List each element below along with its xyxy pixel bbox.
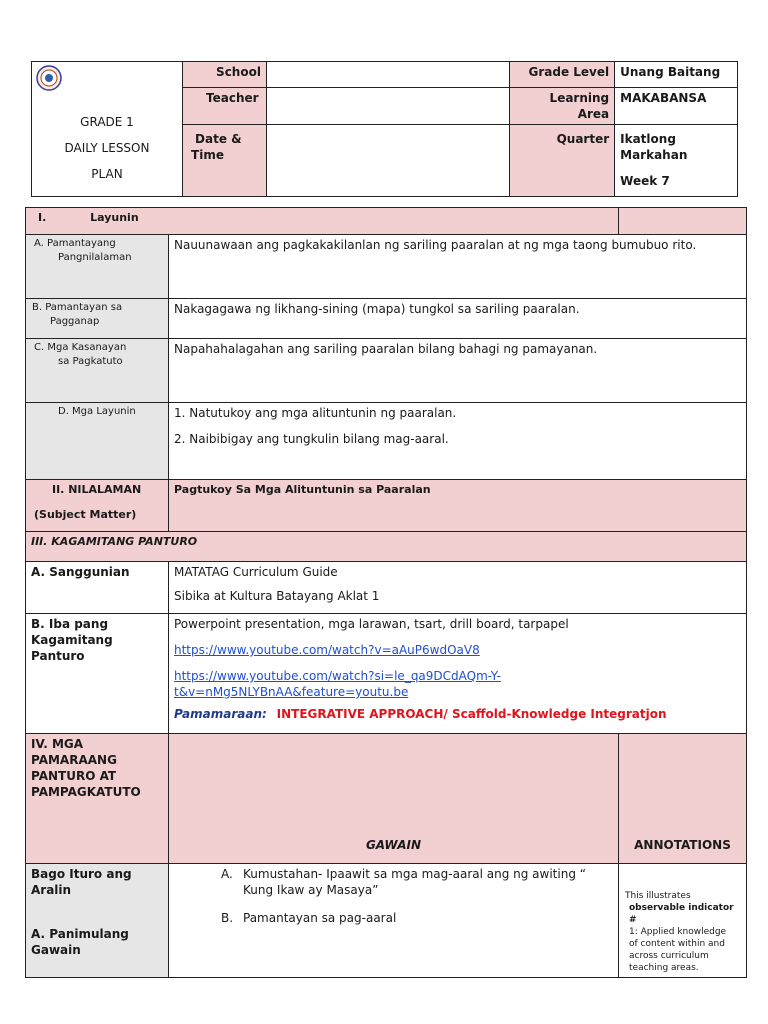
sanggunian-line-2: Sibika at Kultura Batayang Aklat 1 (174, 589, 380, 603)
iba-pang-text (169, 614, 747, 734)
youtube-link-2-part-a: https://www.youtube.com/watch?si=le_qa9DCdAQm-Y- (174, 669, 501, 683)
learning-area-label: Learning Area (510, 88, 615, 125)
school-label: School (183, 62, 267, 88)
nil-label-1: II. NILALAMAN (52, 483, 142, 496)
bi-label-2: Aralin (31, 883, 72, 897)
bi-label-3: A. Panimulang (31, 927, 129, 941)
learning-area-value: MAKABANSA (615, 88, 738, 125)
gawain-item-a (221, 866, 613, 898)
week-value: Week 7 (620, 174, 670, 188)
pamamaraan-label: Pamamaraan: (174, 707, 267, 721)
gawain-header: GAWAIN (169, 734, 619, 864)
ks-label-2: sa Pagkatuto (58, 356, 123, 367)
date-label: Date & (195, 132, 242, 146)
grade-label: GRADE 1 (80, 115, 134, 129)
pamantayan-pagganap-text: Nakagagawa ng likhang-sining (mapa) tungkol sa sariling paaralan. (169, 299, 747, 339)
layunin-title: Layunin (90, 211, 139, 224)
kagamitang-header: III. KAGAMITANG PANTURO (26, 532, 747, 562)
iba-pang-label (26, 614, 169, 734)
layunin-item-1: 1. Natutukoy ang mga alituntunin ng paaralan. (174, 406, 457, 420)
grade-level-label: Grade Level (510, 62, 615, 88)
gawain-item-b (221, 910, 613, 926)
quarter-label: Quarter (510, 125, 615, 197)
youtube-link-2[interactable] (174, 669, 501, 699)
gawain-item-b-marker: B. (221, 911, 234, 925)
sanggunian-text (169, 562, 747, 614)
bago-ituro-gawain (169, 864, 619, 978)
gawain-item-a-line-2: Kung Ikaw ay Masaya” (243, 883, 379, 897)
nilalaman-label (26, 480, 169, 532)
pamamaraan-value: INTEGRATIVE APPROACH/ Scaffold-Knowledge Integratjon (276, 707, 667, 721)
nil-label-2: (Subject Matter) (34, 508, 137, 521)
quarter-value-1: Ikatlong (620, 132, 676, 146)
sanggunian-line-1: MATATAG Curriculum Guide (174, 565, 338, 579)
date-value[interactable] (266, 125, 509, 197)
header-title-cell (32, 62, 183, 197)
grade-level-value: Unang Baitang (615, 62, 738, 88)
iba-pang-line-1: Powerpoint presentation, mga larawan, tsart, drill board, tarpapel (174, 617, 569, 631)
mga-layunin-label (26, 403, 169, 480)
annotation-cell (619, 864, 747, 978)
layunin-header (26, 208, 619, 235)
mga-layunin-text (169, 403, 747, 480)
pam-label-4: PAMPAGKATUTO (31, 785, 141, 799)
pp-label-2: Pangnilalaman (58, 252, 132, 263)
layunin-num: I. (38, 211, 47, 224)
nilalaman-text: Pagtukoy Sa Mga Alituntunin sa Paaralan (169, 480, 747, 532)
ibp-label-1: B. Iba pang (31, 617, 109, 631)
plan-label: PLAN (91, 167, 123, 181)
annot-line-2: observable indicator # (629, 903, 734, 925)
layunin-item-2: 2. Naibibigay ang tungkulin bilang mag-aaral. (174, 432, 449, 446)
bi-label-4: Gawain (31, 943, 81, 957)
pamaraang-label (26, 734, 169, 864)
annot-line-4: of content within and (629, 939, 725, 949)
gawain-item-b-text: Pamantayan sa pag-aaral (243, 911, 397, 925)
youtube-link-1[interactable]: https://www.youtube.com/watch?v=aAuP6wdOaV8 (174, 643, 480, 657)
quarter-value (615, 125, 738, 197)
pg-label-2: Pagganap (50, 316, 100, 327)
gawain-item-a-marker: A. (221, 867, 233, 881)
annot-line-6: teaching areas. (629, 963, 699, 973)
sanggunian-label: A. Sanggunian (26, 562, 169, 614)
ibp-label-2: Kagamitang Panturo (31, 633, 113, 663)
school-value[interactable] (266, 62, 509, 88)
kasanayan-text: Napahahalagahan ang sariling paaralan bilang bahagi ng pamayanan. (169, 339, 747, 403)
header-table (31, 61, 738, 197)
deped-seal-icon (36, 65, 62, 91)
teacher-value[interactable] (266, 88, 509, 125)
annot-line-1: This illustrates (625, 891, 691, 901)
bago-ituro-label (26, 864, 169, 978)
pam-label-2: PAMARAANG (31, 753, 117, 767)
pp-label-1: A. Pamantayang (34, 238, 116, 249)
gawain-item-a-line-1: Kumustahan- Ipaawit sa mga mag-aaral ang ng awiting “ (243, 867, 586, 881)
pamantayang-pangnilalaman-text: Nauunawaan ang pagkakakilanlan ng sariling paaralan at ng mga taong bumubuo rito. (169, 235, 747, 299)
annotations-header: ANNOTATIONS (619, 734, 747, 864)
pam-label-1: IV. MGA (31, 737, 84, 751)
date-time-label (183, 125, 267, 197)
pamantayan-pagganap-label (26, 299, 169, 339)
teacher-label: Teacher (183, 88, 267, 125)
kasanayan-label (26, 339, 169, 403)
youtube-link-2-part-b: t&v=nMg5NLYBnAA&feature=youtu.be (174, 685, 409, 699)
daily-label: DAILY LESSON (64, 141, 150, 155)
ks-label-1: C. Mga Kasanayan (34, 342, 127, 353)
pg-label-1: B. Pamantayan sa (32, 302, 123, 313)
annot-line-5: across curriculum (629, 951, 709, 961)
pamantayang-pangnilalaman-label (26, 235, 169, 299)
annot-line-3: 1: Applied knowledge (629, 927, 727, 937)
pam-label-3: PANTURO AT (31, 769, 117, 783)
layunin-empty-cell (619, 208, 747, 235)
lesson-table (25, 207, 747, 978)
time-label: Time (191, 148, 224, 162)
quarter-value-2: Markahan (620, 148, 688, 162)
bi-label-1: Bago Ituro ang (31, 867, 132, 881)
ml-label: D. Mga Layunin (58, 406, 136, 417)
